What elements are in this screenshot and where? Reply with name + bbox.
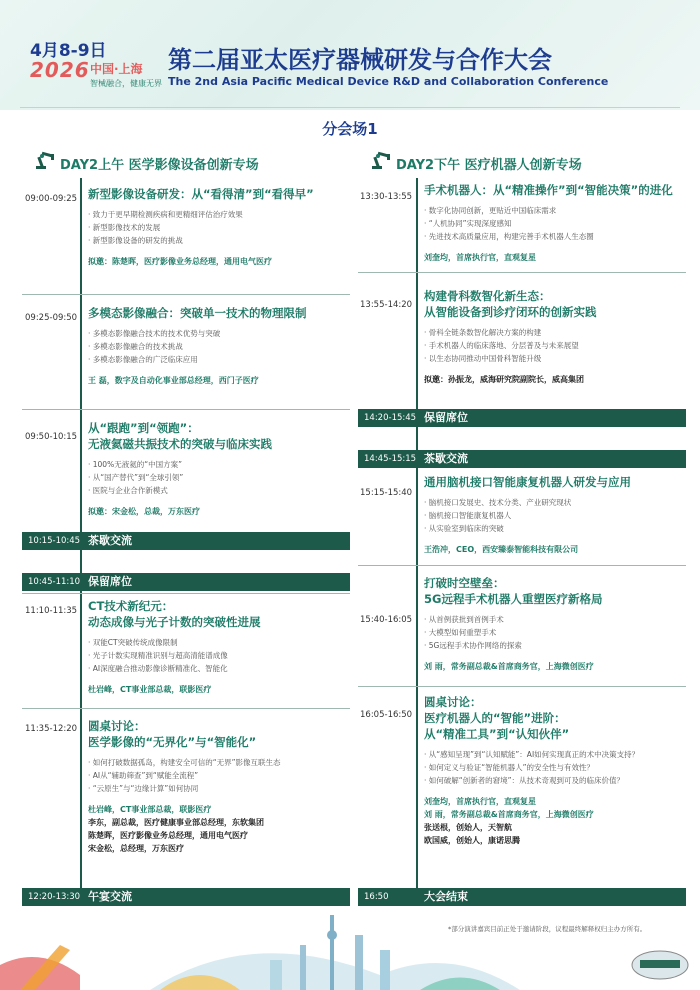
divider <box>22 409 350 410</box>
conference-city: 中国·上海 <box>90 62 143 76</box>
break-bar <box>22 888 350 906</box>
item-title: 新型影像设备研发：从“看得清”到“看得早” <box>88 187 314 201</box>
speaker: 杜岩峰，CT事业部总裁，联影医疗 <box>88 685 212 694</box>
item-title: 通用脑机接口智能康复机器人研发与应用 <box>424 475 631 489</box>
item-title: 医疗机器人的“智能”进阶： <box>424 711 566 725</box>
item-title: 从“精准工具”到“认知伙伴” <box>424 727 570 741</box>
break-label: 保留席位 <box>88 575 132 588</box>
session-time: 13:55-14:20 <box>360 300 413 310</box>
speaker: 刘 雨，常务副总裁&首席商务官，上海微创医疗 <box>424 662 594 671</box>
item-title: 5G远程手术机器人重塑医疗新格局 <box>424 592 603 606</box>
conference-slogan: 智械融合，健康无界 <box>90 79 162 88</box>
break-bar <box>358 450 686 468</box>
agenda-item <box>88 305 358 387</box>
speaker: 王浩冲，CEO，西安臻泰智能科技有限公司 <box>424 545 579 554</box>
conference-subtitle: The 2nd Asia Pacific Medical Device R&D and Collaboration Conference <box>168 75 609 88</box>
agenda-item <box>88 718 358 855</box>
break-label: 午宴交流 <box>88 890 132 903</box>
speaker: 宋金松，总经理，万东医疗 <box>88 844 184 853</box>
item-bullet: · 双能CT突破传统成像限制 <box>88 638 178 647</box>
divider <box>358 686 686 687</box>
agenda-item <box>424 575 694 673</box>
item-title: 多模态影像融合：突破单一技术的物理限制 <box>88 306 307 320</box>
item-bullet: · 多模态影像融合技术的技术优势与突破 <box>88 329 221 338</box>
session-time: 09:00-09:25 <box>25 194 78 204</box>
spacer <box>88 795 358 803</box>
item-bullet: · 多模态影像融合的技术挑战 <box>88 342 183 351</box>
spacer <box>424 243 694 251</box>
footnote: *部分演讲嘉宾目前正处于邀请阶段，议程最终解释权归主办方所有。 <box>448 925 647 933</box>
spacer <box>88 366 358 374</box>
item-bullet: · 从首例获批到首例手术 <box>424 615 504 624</box>
item-bullet: · 光子计数实现精准识别与超高清能谱成像 <box>88 651 228 660</box>
break-time: 10:15-10:45 <box>28 536 81 546</box>
break-time: 16:50 <box>364 892 389 902</box>
item-bullet: · 如何定义与验证“智能机器人”的安全性与有效性？ <box>424 763 595 772</box>
conference-date: 4月8-9日 <box>30 41 107 61</box>
robot-arm-icon <box>34 148 56 170</box>
item-bullet: · 致力于更早期检测疾病和更精细评估治疗效果 <box>88 210 243 219</box>
break-label: 大会结束 <box>424 890 468 903</box>
speaker: 拟邀：孙振龙，威海研究院副院长，威高集团 <box>424 375 584 384</box>
break-time: 10:45-11:10 <box>28 577 81 587</box>
break-time: 14:20-15:45 <box>364 413 417 423</box>
agenda-item <box>88 186 358 268</box>
speaker: 欧国威，创始人，康诺思腾 <box>424 836 520 845</box>
break-label: 保留席位 <box>424 411 468 424</box>
speaker: 刘奎均，首席执行官，直观复星 <box>424 797 536 806</box>
item-title: 医学影像的“无界化”与“智能化” <box>88 735 257 749</box>
spacer <box>88 497 358 505</box>
item-bullet: · 脑机接口发展史、技术分类、产业研究现状 <box>424 498 572 507</box>
divider <box>22 593 350 594</box>
skyline-illustration <box>0 905 700 990</box>
spacer <box>424 365 694 373</box>
agenda-item <box>424 182 694 264</box>
agenda-item <box>88 420 358 518</box>
break-time: 14:45-15:15 <box>364 454 417 464</box>
speaker: 拟邀：陈楚晖，医疗影像业务总经理，通用电气医疗 <box>88 257 272 266</box>
speaker: 李东，副总裁，医疗健康事业部总经理，东软集团 <box>88 818 264 827</box>
item-title: 圆桌讨论： <box>424 695 482 709</box>
item-title: 打破时空壁垒： <box>424 576 505 590</box>
item-bullet: · 医院与企业合作新模式 <box>88 486 168 495</box>
item-title: 无液氦磁共振技术的突破与临床实践 <box>88 437 272 451</box>
break-bar <box>22 532 350 550</box>
speaker: 张送根，创始人，天智航 <box>424 823 512 832</box>
speaker: 王 磊，数字及自动化事业部总经理，西门子医疗 <box>88 376 259 385</box>
divider <box>22 294 350 295</box>
session-time: 09:25-09:50 <box>25 313 78 323</box>
agenda-item <box>424 694 694 847</box>
item-bullet: · 先进技术高质量应用，构建完善手术机器人生态圈 <box>424 232 594 241</box>
break-label: 茶歇交流 <box>424 452 468 465</box>
item-title: 从智能设备到诊疗闭环的创新实践 <box>424 305 597 319</box>
session-title: 分会场1 <box>322 120 378 138</box>
item-bullet: · 从实验室到临床的突破 <box>424 524 504 533</box>
item-bullet: · 以生态协同推动中国骨科智能升级 <box>424 354 542 363</box>
item-bullet: · 骨科全链条数智化解决方案的构建 <box>424 328 542 337</box>
spacer <box>88 675 358 683</box>
item-title: 动态成像与光子计数的突破性进展 <box>88 615 261 629</box>
item-bullet: · AI从“辅助筛查”到“赋能全流程” <box>88 771 199 780</box>
break-bar <box>22 573 350 591</box>
header <box>0 0 700 110</box>
speaker: 刘奎均，首席执行官，直观复星 <box>424 253 536 262</box>
break-label: 茶歇交流 <box>88 534 132 547</box>
conference-year: 2026 <box>30 58 90 82</box>
item-bullet: · 脑机接口智能康复机器人 <box>424 511 512 520</box>
spacer <box>88 247 358 255</box>
break-bar <box>358 888 686 906</box>
divider <box>22 708 350 709</box>
item-bullet: · 大模型如何重塑手术 <box>424 628 497 637</box>
session-time: 11:10-11:35 <box>25 606 78 616</box>
item-bullet: · 新型影像设备的研发的挑战 <box>88 236 183 245</box>
item-bullet: · 从“感知呈现”到“认知赋能”：AI如何实现真正的术中决策支持？ <box>424 750 640 759</box>
divider <box>358 565 686 566</box>
item-bullet: · 如何破解“创新者的窘境”：从技术奇观到可及的临床价值？ <box>424 776 625 785</box>
right-column-heading: DAY2下午 医疗机器人创新专场 <box>396 158 582 173</box>
robot-arm-icon <box>370 148 392 170</box>
header-divider <box>20 107 680 108</box>
speaker: 刘 雨，常务副总裁&首席商务官，上海微创医疗 <box>424 810 594 819</box>
session-time: 15:40-16:05 <box>360 615 413 625</box>
agenda-item <box>424 474 694 556</box>
item-bullet: · 多模态影像融合的广泛临床应用 <box>88 355 198 364</box>
conference-title: 第二届亚太医疗器械研发与合作大会 <box>168 46 552 74</box>
speaker: 杜岩峰，CT事业部总裁，联影医疗 <box>88 805 212 814</box>
item-title: 手术机器人：从“精准操作”到“智能决策”的进化 <box>424 183 673 197</box>
right-timeline <box>416 178 418 900</box>
session-time: 13:30-13:55 <box>360 192 413 202</box>
session-time: 15:15-15:40 <box>360 488 413 498</box>
item-title: 从“跟跑”到“领跑”： <box>88 421 199 435</box>
spacer <box>424 535 694 543</box>
speaker: 陈楚晖，医疗影像业务总经理，通用电气医疗 <box>88 831 248 840</box>
spacer <box>424 787 694 795</box>
left-column-heading: DAY2上午 医学影像设备创新专场 <box>60 158 259 173</box>
item-bullet: · 5G远程手术协作网络的探索 <box>424 641 522 650</box>
item-bullet: · 100%无液氦的“中国方案” <box>88 460 182 469</box>
item-bullet: · 新型影像技术的发展 <box>88 223 161 232</box>
break-time: 12:20-13:30 <box>28 892 81 902</box>
break-bar <box>358 409 686 427</box>
item-bullet: · 手术机器人的临床落地、分层普及与未来展望 <box>424 341 579 350</box>
item-title: 构建骨科数智化新生态： <box>424 289 551 303</box>
session-time: 11:35-12:20 <box>25 724 78 734</box>
agenda-item <box>424 288 694 386</box>
item-bullet: · 数字化协同创新，更贴近中国临床需求 <box>424 206 557 215</box>
session-time: 09:50-10:15 <box>25 432 78 442</box>
item-title: 圆桌讨论： <box>88 719 146 733</box>
speaker: 拟邀：宋金松，总裁，万东医疗 <box>88 507 200 516</box>
divider <box>358 272 686 273</box>
agenda-item <box>88 598 358 696</box>
session-time: 16:05-16:50 <box>360 710 413 720</box>
spacer <box>424 652 694 660</box>
item-bullet: · “人机协同”实现深度感知 <box>424 219 512 228</box>
item-bullet: · 从“国产替代”到“全球引领” <box>88 473 184 482</box>
item-bullet: · “云原生”与“边缘计算”如何协同 <box>88 784 199 793</box>
item-bullet: · 如何打破数据孤岛，构建安全可信的“无界”影像互联生态 <box>88 758 281 767</box>
item-bullet: · AI深度融合推动影像诊断精准化、智能化 <box>88 664 228 673</box>
item-title: CT技术新纪元： <box>88 599 174 613</box>
